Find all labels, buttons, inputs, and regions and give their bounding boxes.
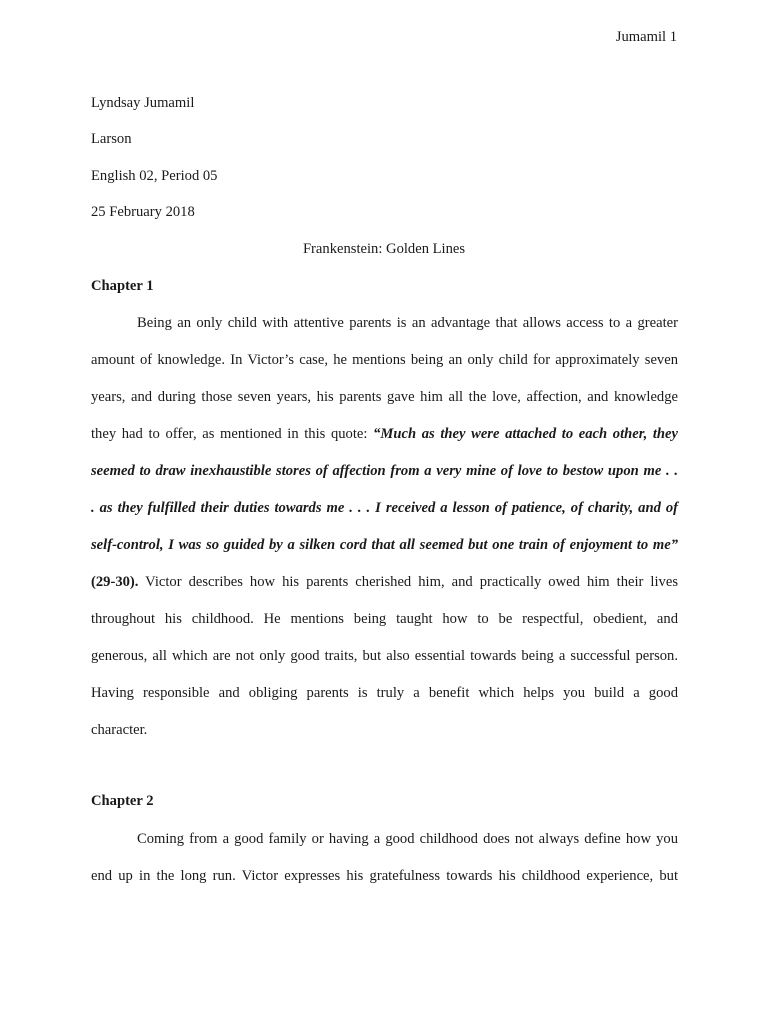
running-head: Jumamil 1: [615, 29, 677, 45]
quote-line: [91, 461, 678, 498]
paragraph-line: [91, 313, 678, 350]
line-text: character.: [91, 722, 148, 738]
line-text: they had to offer, as mentioned in this quote:: [91, 426, 374, 442]
quote-text: “Much as they were attached to each other, they: [373, 426, 679, 442]
date-line: 25 February 2018: [91, 204, 195, 220]
quote-text: seemed to draw inexhaustible stores of affection from a very mine of love to bestow upon me . .: [91, 463, 678, 479]
chapter-1-paragraph: [91, 313, 678, 757]
paragraph-line: [91, 829, 678, 866]
paragraph-line: [91, 572, 678, 609]
instructor-name: Larson: [91, 131, 132, 147]
student-name: Lyndsay Jumamil: [91, 95, 195, 111]
paragraph-line: [91, 609, 678, 646]
course-info: English 02, Period 05: [91, 168, 218, 184]
paragraph-line: [91, 866, 678, 903]
paragraph-line: [91, 350, 678, 387]
quote-line: [91, 498, 678, 535]
paragraph-line: [91, 424, 678, 461]
quote-text: self-control, I was so guided by a silken cord that all seemed but one train of enjoyment to me”: [91, 537, 678, 553]
line-text: Victor describes how his parents cherished him, and practically owed him their lives: [138, 574, 678, 590]
line-text: amount of knowledge. In Victor’s case, he mentions being an only child for approximately seven: [91, 352, 678, 368]
line-text: Being an only child with attentive parents is an advantage that allows access to a greater: [137, 315, 678, 331]
chapter-2-paragraph: [91, 829, 678, 903]
line-text: Having responsible and obliging parents is truly a benefit which helps you build a good: [91, 685, 678, 701]
quote-text: . as they fulfilled their duties towards me . . . I received a lesson of patience, of charity, and of: [91, 500, 678, 516]
line-text: years, and during those seven years, his parents gave him all the love, affection, and knowledge: [91, 389, 678, 405]
line-text: throughout his childhood. He mentions being taught how to be respectful, obedient, and: [91, 611, 678, 627]
paragraph-line: [91, 720, 678, 757]
paragraph-line: [91, 646, 678, 683]
line-text: generous, all which are not only good traits, but also essential towards being a successful person.: [91, 648, 678, 664]
paragraph-line: [91, 683, 678, 720]
paragraph-line: [91, 387, 678, 424]
page-citation: (29-30).: [91, 574, 139, 590]
quote-line: [91, 535, 678, 572]
chapter-heading: Chapter 1: [91, 278, 154, 294]
line-text: Coming from a good family or having a good childhood does not always define how you: [137, 831, 678, 847]
line-text: end up in the long run. Victor expresses his gratefulness towards his childhood experience, but: [91, 868, 678, 884]
document-title: Frankenstein: Golden Lines: [302, 241, 466, 257]
chapter-heading: Chapter 2: [91, 793, 154, 809]
